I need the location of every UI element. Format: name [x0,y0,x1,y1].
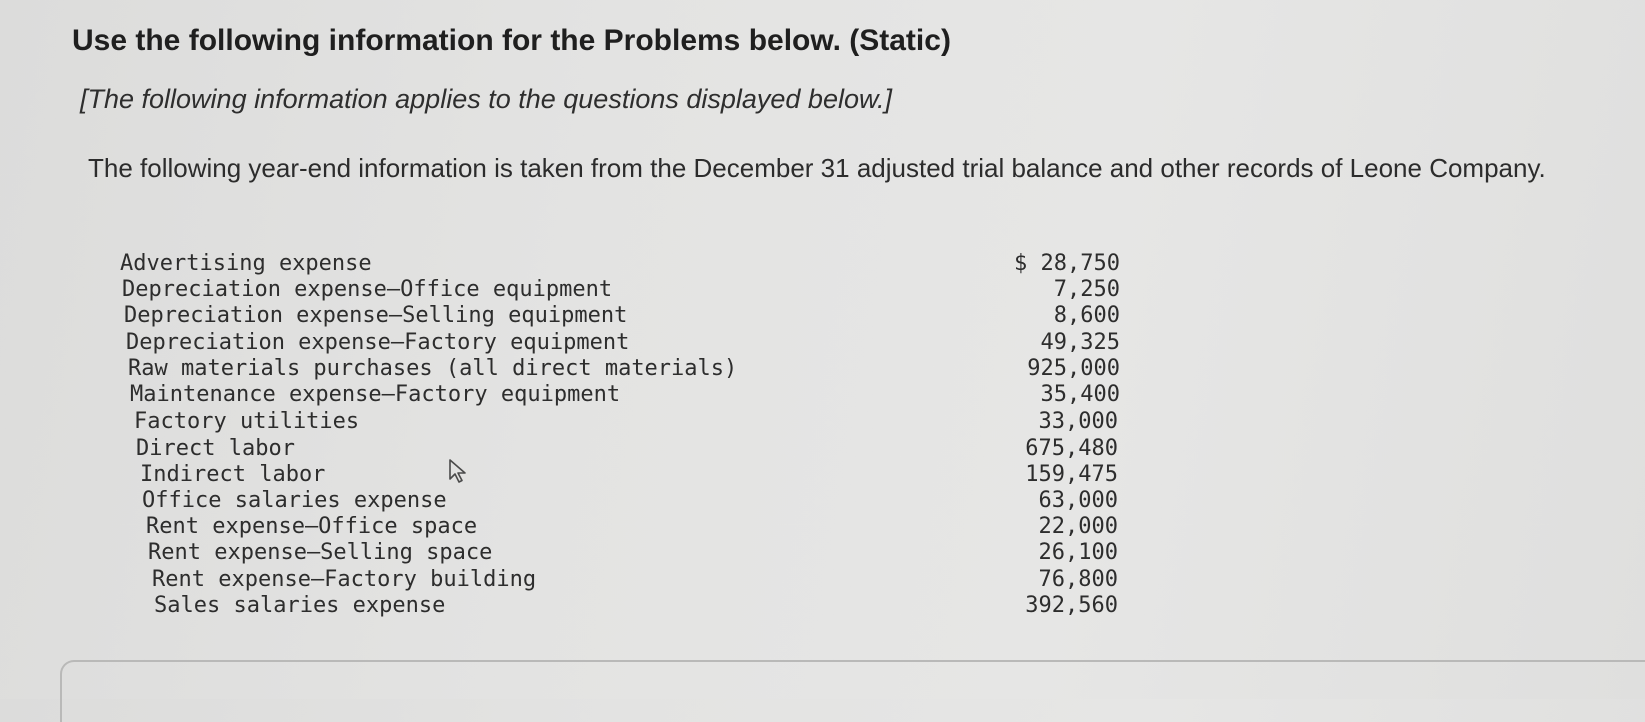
account-name: Indirect labor [140,462,326,487]
account-amount: 76,800 [1038,567,1118,592]
account-name: Advertising expense [120,251,372,276]
account-amount: 35,400 [1040,382,1120,407]
content-panel-border [60,660,1645,722]
account-name: Depreciation expense—Factory equipment [126,330,630,355]
account-amount: 7,250 [1053,277,1120,302]
account-name: Depreciation expense—Selling equipment [124,303,628,328]
account-amount: 22,000 [1038,514,1118,539]
account-name: Sales salaries expense [154,593,446,618]
account-name: Factory utilities [134,409,360,434]
account-amount: 49,325 [1040,330,1120,355]
account-amount: 33,000 [1038,409,1118,434]
applies-note: [The following information applies to the questions displayed below.] [80,84,892,114]
account-amount: 63,000 [1038,488,1118,513]
account-name: Office salaries expense [142,488,447,513]
account-name: Raw materials purchases (all direct materials) [128,356,738,381]
account-amount: 26,100 [1038,540,1118,565]
account-amount: 392,560 [1025,593,1118,618]
account-name: Rent expense—Factory building [152,567,537,592]
account-name: Maintenance expense—Factory equipment [130,382,621,407]
account-amount: $ 28,750 [1014,251,1120,276]
intro-paragraph: The following year-end information is taken from the December 31 adjusted trial balance and other records of Leone Company. [88,153,1546,183]
account-name: Rent expense—Office space [146,514,478,539]
account-name: Depreciation expense—Office equipment [122,277,613,302]
problem-heading: Use the following information for the Problems below. (Static) [72,24,951,57]
account-name: Rent expense—Selling space [148,540,493,565]
account-amount: 159,475 [1025,462,1118,487]
account-name: Direct labor [136,436,295,461]
account-amount: 675,480 [1025,436,1118,461]
account-amount: 8,600 [1053,303,1120,328]
mouse-pointer-icon [448,458,468,484]
account-amount: 925,000 [1027,356,1120,381]
